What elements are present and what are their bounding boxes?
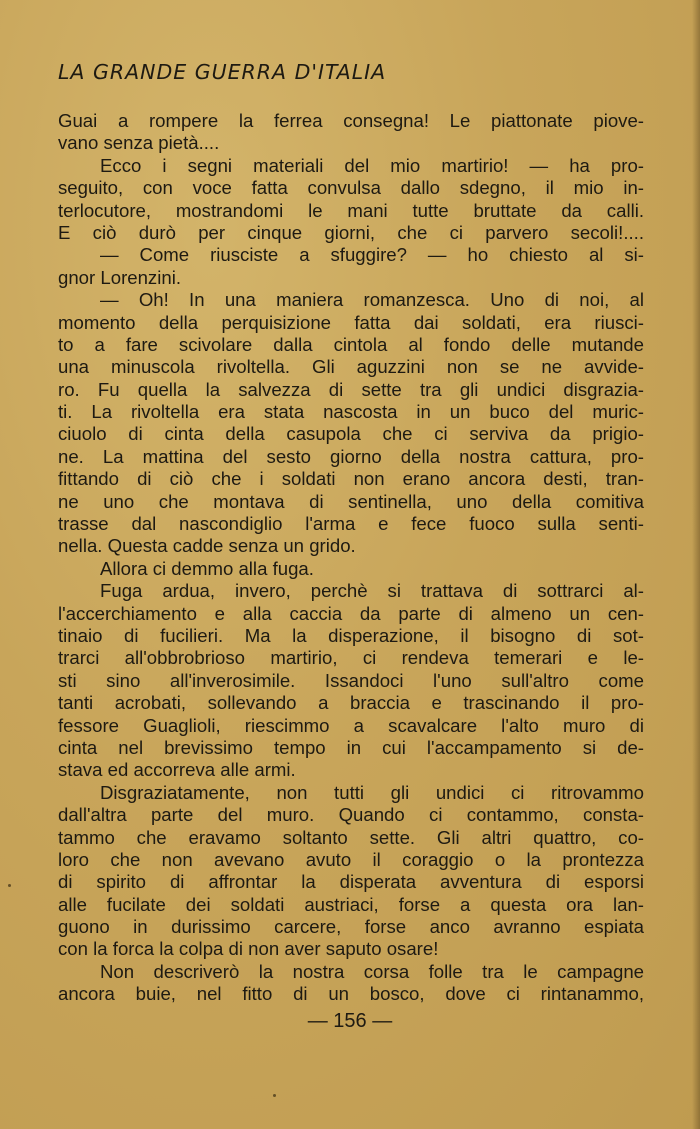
text-line: ti. La rivoltella era stata nascosta in un buco del muric- — [58, 401, 644, 423]
text-line: cinta nel brevissimo tempo in cui l'accampamento si de- — [58, 736, 644, 758]
paper-speck — [273, 1094, 276, 1097]
text-line: momento della perquisizione fatta dai soldati, era riusci- — [58, 311, 644, 333]
text-line: una minuscola rivoltella. Gli aguzzini non se ne avvide- — [58, 356, 644, 378]
paper-speck — [8, 884, 11, 887]
page-number: — 156 — — [307, 1010, 393, 1032]
text-line: ne. La mattina del sesto giorno della nostra cattura, pro- — [58, 445, 644, 467]
text-line: loro che non avevano avuto il coraggio o la prontezza — [58, 848, 644, 870]
text-line: tammo che eravamo soltanto sette. Gli altri quattro, co- — [58, 826, 644, 848]
text-line: — Come riusciste a sfuggire? — ho chiesto al si- — [100, 244, 644, 266]
text-line: ancora buie, nel fitto di un bosco, dove ci rintanammo, — [58, 983, 644, 1005]
body-text — [58, 110, 644, 1006]
text-line: nella. Questa cadde senza un grido. — [58, 535, 356, 557]
text-line: fittando di ciò che i soldati non erano ancora desti, tran- — [58, 468, 644, 490]
text-line: E ciò durò per cinque giorni, che ci parvero secoli!.... — [58, 221, 644, 243]
text-line: di spirito di affrontar la disperata avventura di esporsi — [58, 871, 644, 893]
text-line: Ecco i segni materiali del mio martirio! — ha pro- — [100, 154, 644, 176]
text-line: fessore Guaglioli, riescimmo a scavalcare l'alto muro di — [58, 714, 644, 736]
text-line: Allora ci demmo alla fuga. — [100, 557, 314, 579]
text-line: sti sino all'inverosimile. Issandoci l'uno sull'altro come — [58, 669, 644, 691]
text-line: trasse dal nascondiglio l'arma e fece fuoco sulla senti- — [58, 513, 644, 535]
text-line: Fuga ardua, invero, perchè si trattava di sottrarci al- — [100, 580, 644, 602]
text-line: alle fucilate dei soldati austriaci, forse a questa ora lan- — [58, 893, 644, 915]
text-line: l'accerchiamento e alla caccia da parte di almeno un cen- — [58, 602, 644, 624]
text-line: con la forca la colpa di non aver saputo osare! — [58, 938, 439, 960]
page-edge-shadow — [692, 0, 700, 1129]
text-line: stava ed accorreva alle armi. — [58, 759, 296, 781]
text-line: terlocutore, mostrandomi le mani tutte bruttate da calli. — [58, 199, 644, 221]
running-head: LA GRANDE GUERRA D'ITALIA — [58, 60, 387, 84]
text-line: guono in durissimo carcere, forse anco avranno espiata — [58, 916, 644, 938]
text-line: to a fare scivolare dalla cintola al fondo delle mutande — [58, 333, 644, 355]
text-line: ro. Fu quella la salvezza di sette tra gli undici disgrazia- — [58, 378, 644, 400]
text-line: Disgraziatamente, non tutti gli undici ci ritrovammo — [100, 781, 644, 803]
text-line: ciuolo di cinta della casupola che ci serviva da prigio- — [58, 423, 644, 445]
text-line: tanti acrobati, sollevando a braccia e trascinando il pro- — [58, 692, 644, 714]
text-line: trarci all'obbrobrioso martirio, ci rendeva temerari e le- — [58, 647, 644, 669]
text-line: tinaio di fucilieri. Ma la disperazione, il bisogno di sot- — [58, 624, 644, 646]
text-line: vano senza pietà.... — [58, 132, 220, 154]
text-line: seguito, con voce fatta convulsa dallo sdegno, il mio in- — [58, 177, 644, 199]
text-line: gnor Lorenzini. — [58, 266, 182, 288]
text-line: Non descriverò la nostra corsa folle tra le campagne — [100, 960, 644, 982]
text-line: ne uno che montava di sentinella, uno della comitiva — [58, 490, 644, 512]
text-line: dall'altra parte del muro. Quando ci contammo, consta- — [58, 804, 644, 826]
text-line: — Oh! In una maniera romanzesca. Uno di noi, al — [100, 289, 644, 311]
text-line: Guai a rompere la ferrea consegna! Le piattonate piove- — [58, 110, 644, 131]
